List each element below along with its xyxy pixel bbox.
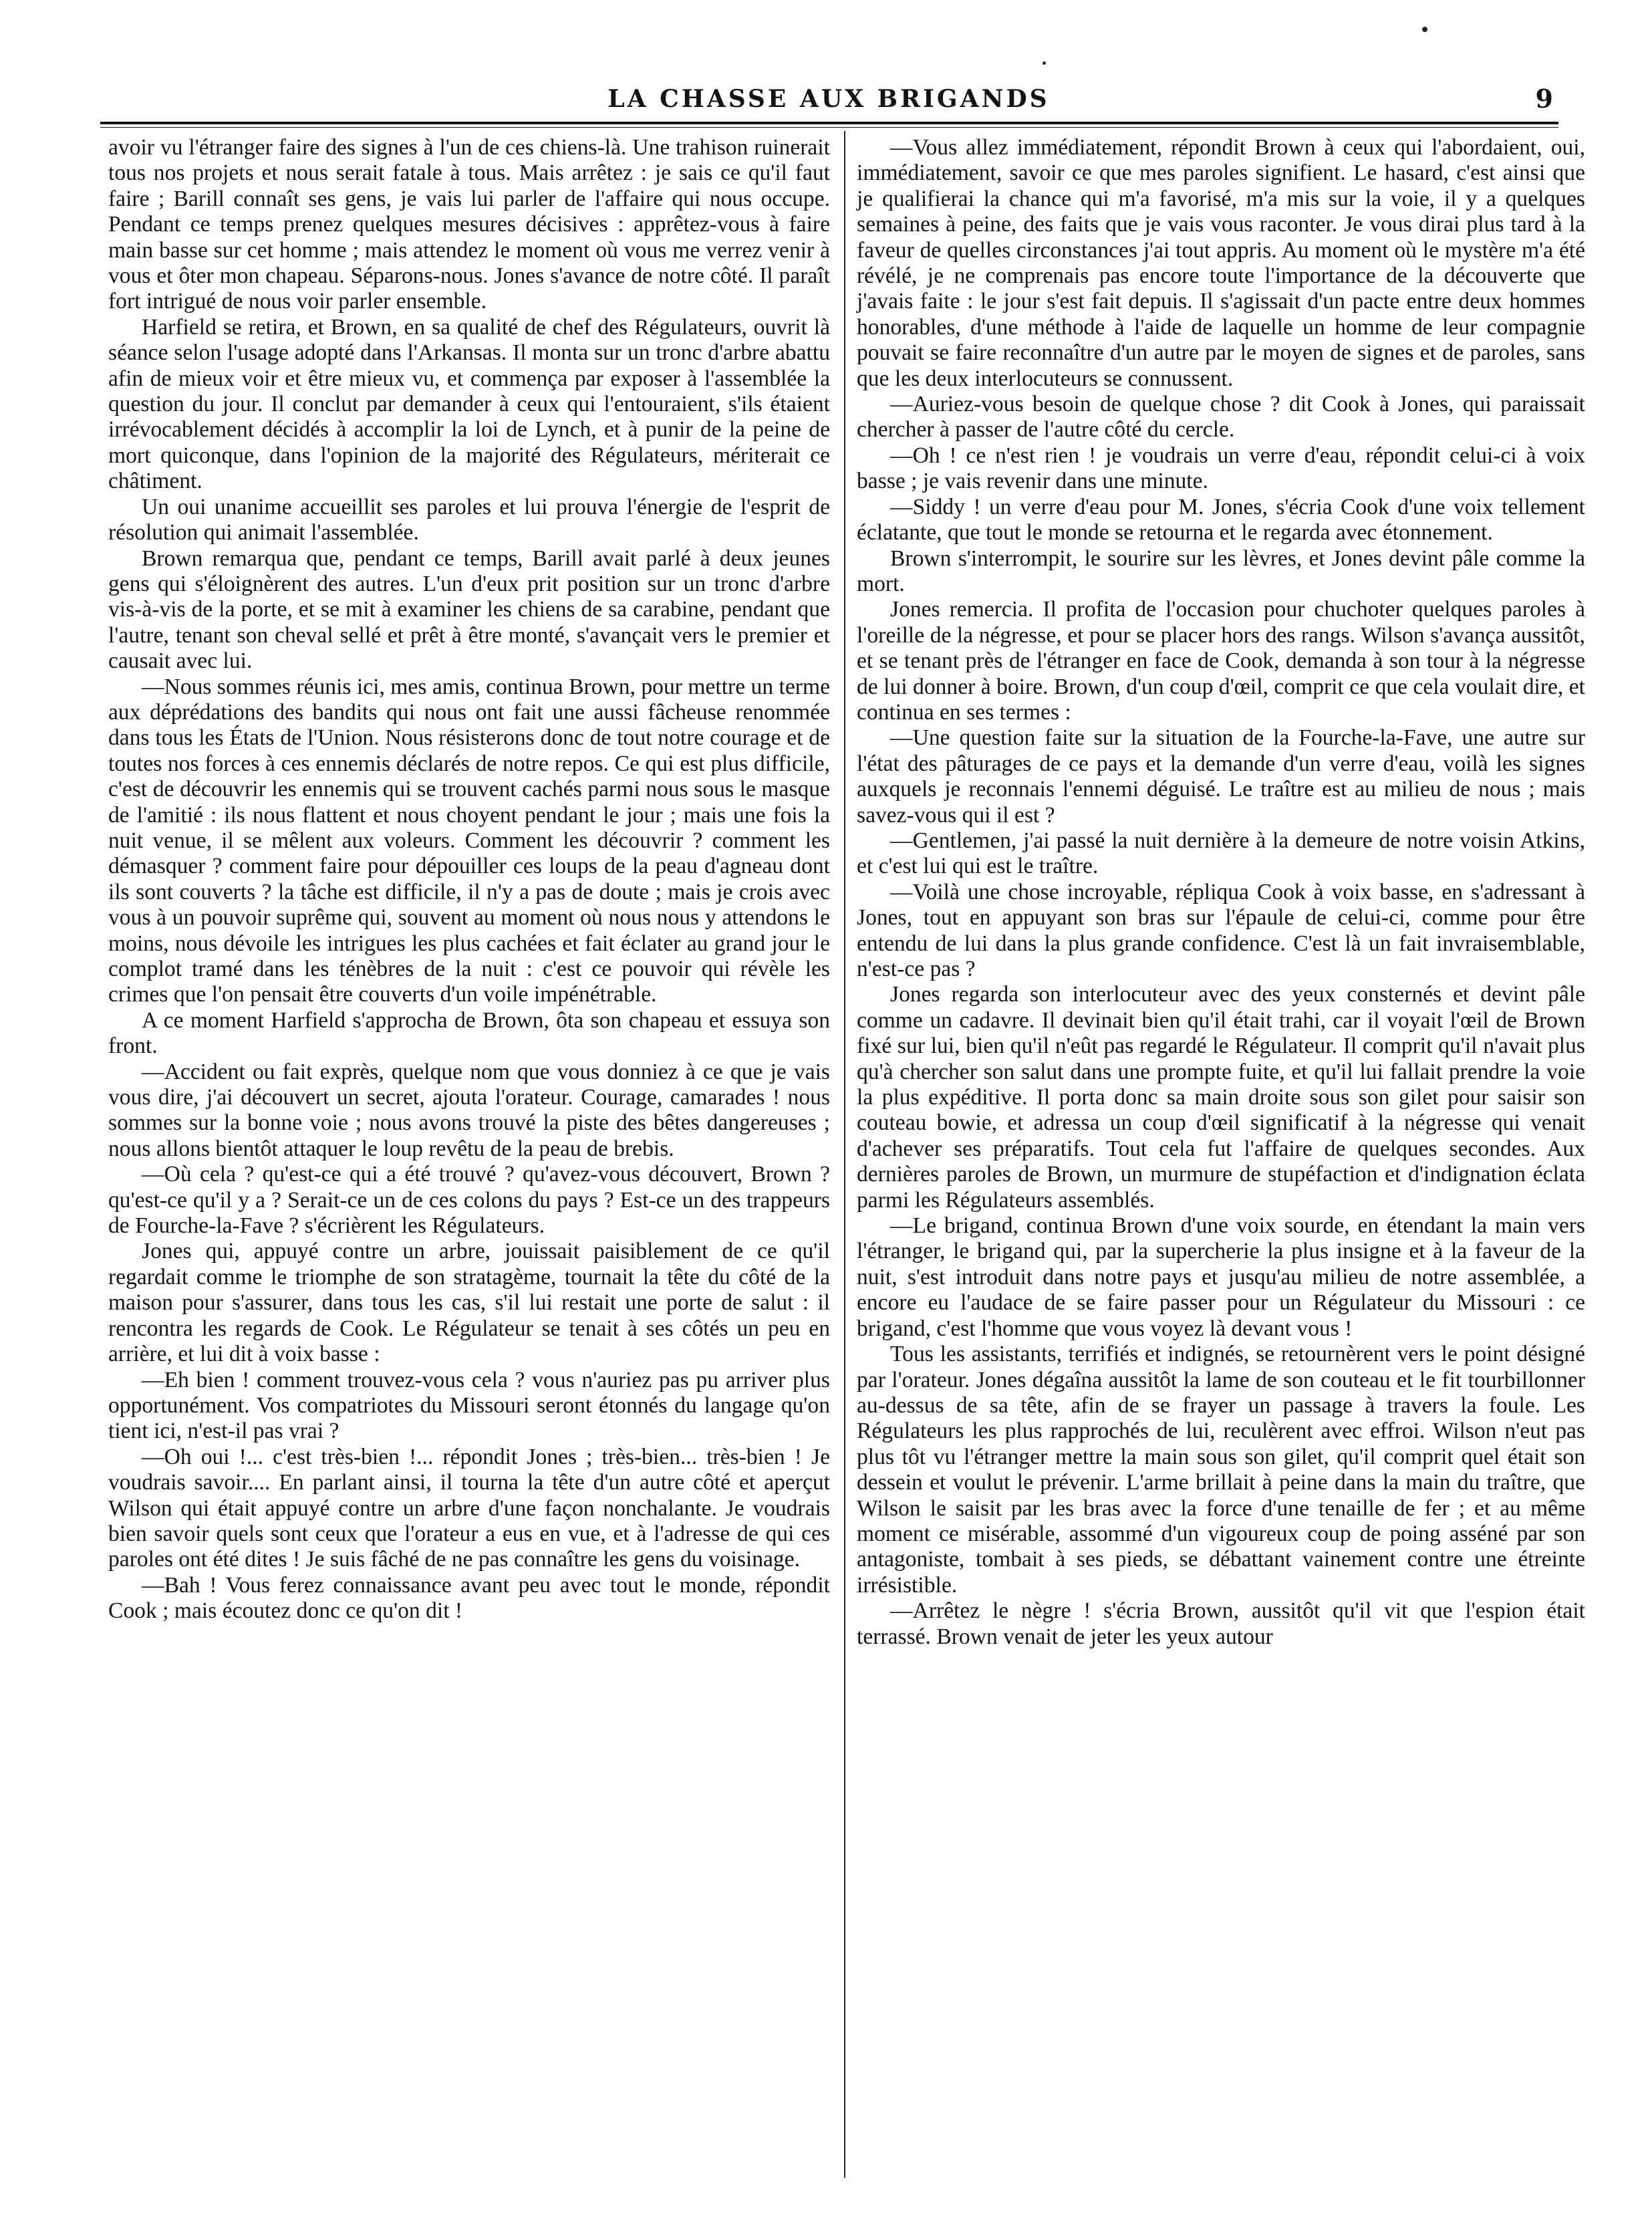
right-column	[857, 135, 1585, 1650]
paragraph: —Arrêtez le nègre ! s'écria Brown, aussitôt qu'il vit que l'espion était terrassé. Brown venait de jeter les yeux autour	[857, 1598, 1585, 1649]
print-speck	[1422, 27, 1427, 32]
paragraph: Jones qui, appuyé contre un arbre, jouissait paisiblement de ce qu'il regardait comme le triomphe de son stratagème, tournait la tête du côté de la maison pour s'assurer, dans tous les cas, s'il lui restait une porte de salut : il rencontra les regards de Cook. Le Régulateur se tenait à ses côtés un peu en arrière, et lui dit à voix basse :	[108, 1239, 830, 1367]
paragraph: A ce moment Harfield s'approcha de Brown, ôta son chapeau et essuya son front.	[108, 1007, 830, 1059]
paragraph: —Auriez-vous besoin de quelque chose ? dit Cook à Jones, qui paraissait chercher à passer de l'autre côté du cercle.	[857, 392, 1585, 443]
print-speck	[1043, 61, 1046, 65]
paragraph: —Le brigand, continua Brown d'une voix sourde, en étendant la main vers l'étranger, le brigand qui, par la supercherie la plus insigne et à la faveur de la nuit, s'est introduit dans notre pays et jusqu'au milieu de notre assemblée, a encore eu l'audace de se faire passer pour un Régulateur du Missouri : ce brigand, c'est l'homme que vous voyez là devant vous !	[857, 1213, 1585, 1341]
paragraph: —Accident ou fait exprès, quelque nom que vous donniez à ce que je vais vous dire, j'ai découvert un secret, ajouta l'orateur. Courage, camarades ! nous sommes sur la bonne voie ; nous avons trouvé la piste des bêtes dangereuses ; nous allons bientôt attaquer le loup revêtu de la peau de brebis.	[108, 1059, 830, 1161]
header-rule-thin	[100, 127, 1558, 128]
paragraph: Tous les assistants, terrifiés et indignés, se retournèrent vers le point désigné par l'orateur. Jones dégaîna aussitôt la lame de son couteau et le fit tourbillonner au-dessus de sa tête, afin de se frayer un passage à travers la foule. Les Régulateurs les plus rapprochés de lui, reculèrent avec effroi. Wilson n'eut pas plus tôt vu l'étranger mettre la main sous son gilet, qu'il comprit quel était son dessein et voulut le prévenir. L'arme brillait à peine dans la main du traître, que Wilson le saisit par les bras avec la force d'une tenaille de fer ; et au même moment ce misérable, assommé d'un vigoureux coup de poing asséné par son antagoniste, tombait à ses pieds, se débattant vainement contre une étreinte irrésistible.	[857, 1342, 1585, 1598]
paragraph: —Gentlemen, j'ai passé la nuit dernière à la demeure de notre voisin Atkins, et c'est lui qui est le traître.	[857, 828, 1585, 879]
paragraph: —Où cela ? qu'est-ce qui a été trouvé ? qu'avez-vous découvert, Brown ? qu'est-ce qu'il y a ? Serait-ce un de ces colons du pays ? Est-ce un des trappeurs de Fourche-la-Fave ? s'écrièrent les Régulateurs.	[108, 1162, 830, 1239]
paragraph: —Vous allez immédiatement, répondit Brown à ceux qui l'abordaient, oui, immédiatement, savoir ce que mes paroles signifient. Le hasard, c'est ainsi que je qualifierai la chance qui m'a favorisé, m'a mis sur la voie, il y a quelques semaines à peine, des faits que je vais vous raconter. Je vous dirai plus tard à la faveur de quelles circonstances j'ai tout appris. Au moment où le mystère m'a été révélé, je ne comprenais pas encore toute l'importance de la découverte que j'avais faite : le jour s'est fait depuis. Il s'agissait d'un pacte entre deux hommes honorables, d'une méthode à l'aide de laquelle un homme de leur compagnie pouvait se faire reconnaître d'un autre par le moyen de signes et de paroles, sans que les deux interlocuteurs se connussent.	[857, 135, 1585, 391]
paragraph: Un oui unanime accueillit ses paroles et lui prouva l'énergie de l'esprit de résolution qui animait l'assemblée.	[108, 494, 830, 545]
page-title: LA CHASSE AUX BRIGANDS	[607, 85, 1050, 113]
paragraph: Harfield se retira, et Brown, en sa qualité de chef des Régulateurs, ouvrit là séance selon l'usage adopté dans l'Arkansas. Il monta sur un tronc d'arbre abattu afin de mieux voir et être mieux vu, et commença par exposer à l'assemblée la question du jour. Il conclut par demander à ceux qui l'entouraient, s'ils étaient irrévocablement décidés à accomplir la loi de Lynch, et à punir de la peine de mort quiconque, dans l'opinion de la majorité des Régulateurs, mériterait ce châtiment.	[108, 314, 830, 494]
paragraph: avoir vu l'étranger faire des signes à l'un de ces chiens-là. Une trahison ruinerait tous nos projets et nous serait fatale à tous. Mais arrêtez : je sais ce qu'il faut faire ; Barill connaît ses gens, je vais lui parler de l'affaire qui nous occupe. Pendant ce temps prenez quelques mesures décisives : apprêtez-vous à faire main basse sur cet homme ; mais attendez le moment où vous me verrez venir à vous et ôter mon chapeau. Séparons-nous. Jones s'avance de notre côté. Il paraît fort intrigué de nous voir parler ensemble.	[108, 135, 830, 314]
paragraph: —Oh oui !... c'est très-bien !... répondit Jones ; très-bien... très-bien ! Je voudrais savoir.... En parlant ainsi, il tourna la tête d'un autre côté et aperçut Wilson qui était appuyé contre un arbre d'une façon nonchalante. Je voudrais bien savoir quels sont ceux que l'orateur a eus en vue, et à l'adresse de qui ces paroles ont été dites ! Je suis fâché de ne pas connaître les gens du voisinage.	[108, 1444, 830, 1572]
paragraph: —Une question faite sur la situation de la Fourche-la-Fave, une autre sur l'état des pâturages de ce pays et la demande d'un verre d'eau, voilà les signes auxquels je reconnais l'ennemi déguisé. Le traître est au milieu de nous ; mais savez-vous qui il est ?	[857, 725, 1585, 828]
paragraph: Brown s'interrompit, le sourire sur les lèvres, et Jones devint pâle comme la mort.	[857, 545, 1585, 596]
column-divider	[844, 131, 845, 2178]
paragraph: —Nous sommes réunis ici, mes amis, continua Brown, pour mettre un terme aux déprédations des bandits qui nous ont fait une aussi fâcheuse renommée dans tous les États de l'Union. Nous résisterons donc de tout notre courage et de toutes nos forces à ces ennemis déclarés de notre repos. Ce qui est plus difficile, c'est de découvrir les ennemis qui se trouvent cachés parmi nous sous le masque de l'amitié : ils nous flattent et nous choyent pendant le jour ; mais une fois la nuit venue, il se mêlent aux voleurs. Comment les découvrir ? comment les démasquer ? comment faire pour dépouiller ces loups de la peau d'agneau dont ils sont couverts ? la tâche est difficile, il n'y a pas de doute ; mais je crois avec vous à un pouvoir suprême qui, souvent au moment où nous nous y attendons le moins, nous dévoile les intrigues les plus cachées et fait éclater au grand jour le complot tramé dans les ténèbres de la nuit : c'est ce pouvoir qui révèle les crimes que l'on pensait être couverts d'un voile impénétrable.	[108, 674, 830, 1007]
left-column	[108, 135, 830, 1624]
paragraph: —Bah ! Vous ferez connaissance avant peu avec tout le monde, répondit Cook ; mais écoutez donc ce qu'on dit !	[108, 1572, 830, 1624]
paragraph: —Voilà une chose incroyable, répliqua Cook à voix basse, en s'adressant à Jones, tout en appuyant son bras sur l'épaule de celui-ci, comme pour être entendu de lui dans la plus grande confidence. C'est là un fait invraisemblable, n'est-ce pas ?	[857, 879, 1585, 981]
paragraph: Brown remarqua que, pendant ce temps, Barill avait parlé à deux jeunes gens qui s'éloignèrent des autres. L'un d'eux prit position sur un tronc d'arbre vis-à-vis de la porte, et se mit à examiner les chiens de sa carabine, pendant que l'autre, tenant son cheval sellé et prêt à être monté, s'avançait vers le premier et causait avec lui.	[108, 545, 830, 674]
page-number: 9	[1535, 84, 1553, 114]
paragraph: —Eh bien ! comment trouvez-vous cela ? vous n'auriez pas pu arriver plus opportunément. Vos compatriotes du Missouri seront étonnés du langage qu'on tient ici, n'est-il pas vrai ?	[108, 1367, 830, 1444]
paragraph: —Oh ! ce n'est rien ! je voudrais un verre d'eau, répondit celui-ci à voix basse ; je vais revenir dans une minute.	[857, 443, 1585, 494]
running-header	[100, 79, 1557, 119]
header-rule	[100, 122, 1558, 124]
paragraph: Jones regarda son interlocuteur avec des yeux consternés et devint pâle comme un cadavre. Il devinait bien qu'il était trahi, car il voyait l'œil de Brown fixé sur lui, bien qu'il n'eût pas regardé le Régulateur. Il comprit qu'il n'avait plus qu'à chercher son salut dans une prompte fuite, et qu'il lui fallait prendre la voie la plus expéditive. Il porta donc sa main droite sous son gilet pour saisir son couteau bowie, et adressa un coup d'œil significatif à la négresse qui venait d'achever ses préparatifs. Tout cela fut l'affaire de quelques secondes. Aux dernières paroles de Brown, un murmure de stupéfaction et d'indignation éclata parmi les Régulateurs assemblés.	[857, 982, 1585, 1213]
paragraph: Jones remercia. Il profita de l'occasion pour chuchoter quelques paroles à l'oreille de la négresse, et pour se placer hors des rangs. Wilson s'avança aussitôt, et se tenant près de l'étranger en face de Cook, demanda à son tour à la négresse de lui donner à boire. Brown, d'un coup d'œil, comprit ce que cela voulait dire, et continua en ses termes :	[857, 597, 1585, 725]
paragraph: —Siddy ! un verre d'eau pour M. Jones, s'écria Cook d'une voix tellement éclatante, que tout le monde se retourna et le regarda avec étonnement.	[857, 494, 1585, 545]
